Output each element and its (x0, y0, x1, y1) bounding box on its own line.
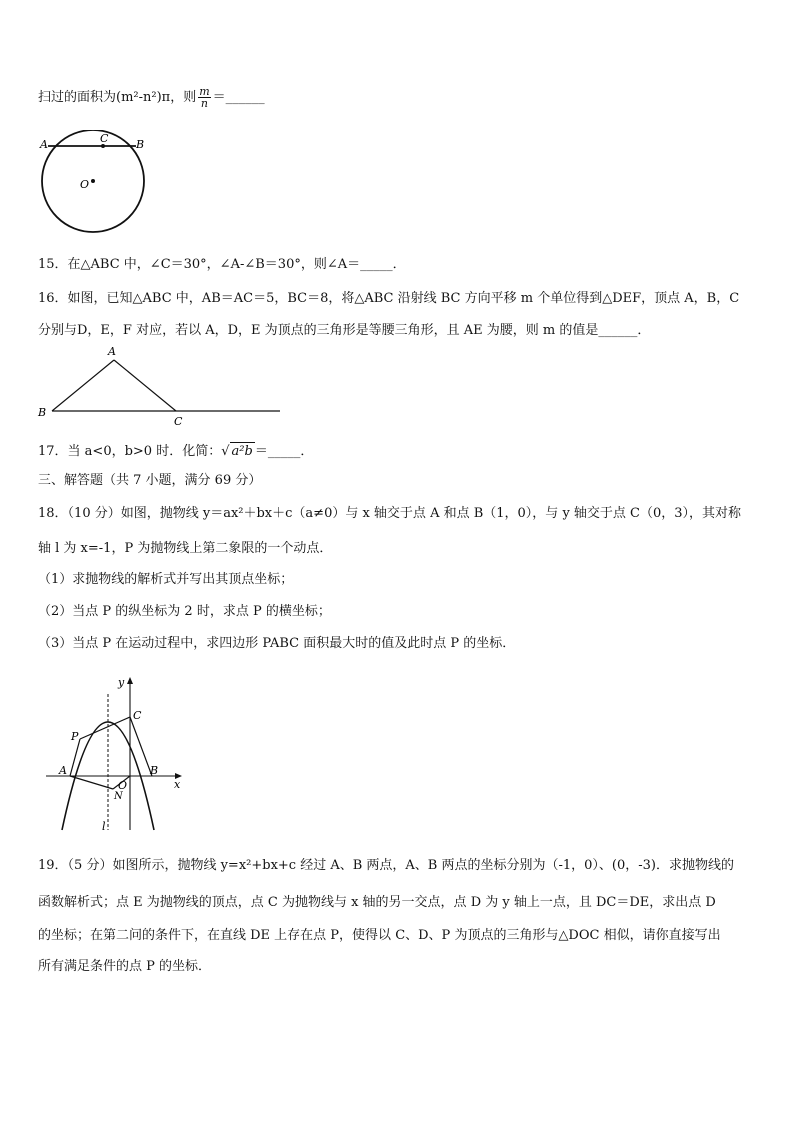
q14-frac-num: m (199, 85, 210, 98)
q18-sub2: （2）当点 P 的纵坐标为 2 时，求点 P 的横坐标； (38, 604, 331, 619)
q18-label-p: P (71, 730, 79, 743)
q14-label-c: C (100, 132, 109, 145)
q18-sub3: （3）当点 P 在运动过程中，求四边形 PABC 面积最大时的值及此时点 P 的坐标． (38, 636, 516, 651)
q18-line1: 18．（10 分）如图，抛物线 y＝ax²＋bx＋c（a≠0）与 x 轴交于点 A 和点 B（1，0），与 y 轴交于点 C（0，3），其对称 (38, 506, 742, 521)
q16-line2: 分别与D，E，F 对应，若以 A，D，E 为顶点的三角形是等腰三角形，且 AE 为腰，则 m 的值是______． (38, 323, 651, 338)
q14-suffix: ＝______ (212, 90, 265, 105)
q15-text: 15．在△ABC 中，∠C＝30°，∠A-∠B＝30°，则∠A＝_____． (38, 257, 406, 272)
q18-label-c: C (133, 709, 142, 722)
q16-label-a: A (108, 345, 116, 358)
q14-prefix: 扫过的面积为(m²-n²)π，则 (38, 90, 197, 105)
q17-suffix: ＝_____． (254, 444, 314, 459)
q14-label-a: A (40, 138, 48, 151)
q18-label-x: x (174, 778, 181, 791)
q16-triangle-figure (36, 343, 286, 431)
q16-label-b: B (38, 406, 47, 419)
q14-label-b: B (136, 138, 145, 151)
q19-line2: 函数解析式；点 E 为抛物线的顶点，点 C 为抛物线与 x 轴的另一交点，点 D 为 y 轴上一点，且 DC＝DE，求出点 D (38, 895, 716, 910)
q17-line (38, 442, 313, 461)
q17-prefix: 17．当 a<0，b>0 时．化简： (38, 444, 222, 459)
q18-label-o: O (118, 779, 128, 792)
q14-frac-den: n (200, 97, 208, 110)
q18-label-a: A (59, 764, 67, 777)
q18-label-n: N (114, 791, 123, 802)
q18-label-l: l (102, 820, 106, 833)
q18-line2: 轴 l 为 x=-1，P 为抛物线上第二象限的一个动点． (38, 541, 333, 556)
q16-line1: 16．如图，已知△ABC 中，AB＝AC＝5，BC＝8，将△ABC 沿射线 BC 方向平移 m 个单位得到△DEF，顶点 A，B，C (38, 291, 740, 306)
q18-label-y: y (118, 676, 125, 689)
q14-line (38, 86, 265, 109)
q16-label-c: C (174, 415, 183, 428)
q17-radical-sign: √ (221, 444, 230, 459)
q18-label-b: B (150, 764, 159, 777)
q18-parabola-figure (40, 672, 190, 837)
section3-title: 三、解答题（共 7 小题，满分 69 分） (38, 473, 262, 488)
q19-line3: 的坐标；在第二问的条件下，在直线 DE 上存在点 P，使得以 C、D、P 为顶点的三角形与△DOC 相似，请你直接写出 (38, 928, 721, 943)
q18-sub1: （1）求抛物线的解析式并写出其顶点坐标； (38, 572, 294, 587)
q14-circle-figure (36, 130, 156, 240)
q19-line4: 所有满足条件的点 P 的坐标． (38, 959, 212, 974)
q14-label-o: O (80, 178, 90, 191)
q19-line1: 19．（5 分）如图所示，抛物线 y=x²+bx+c 经过 A、B 两点，A、B 两点的坐标分别为（-1，0）、(0，-3)．求抛物线的 (38, 858, 735, 873)
q14-fraction (198, 86, 210, 109)
q17-radicand: a²b (231, 444, 253, 459)
